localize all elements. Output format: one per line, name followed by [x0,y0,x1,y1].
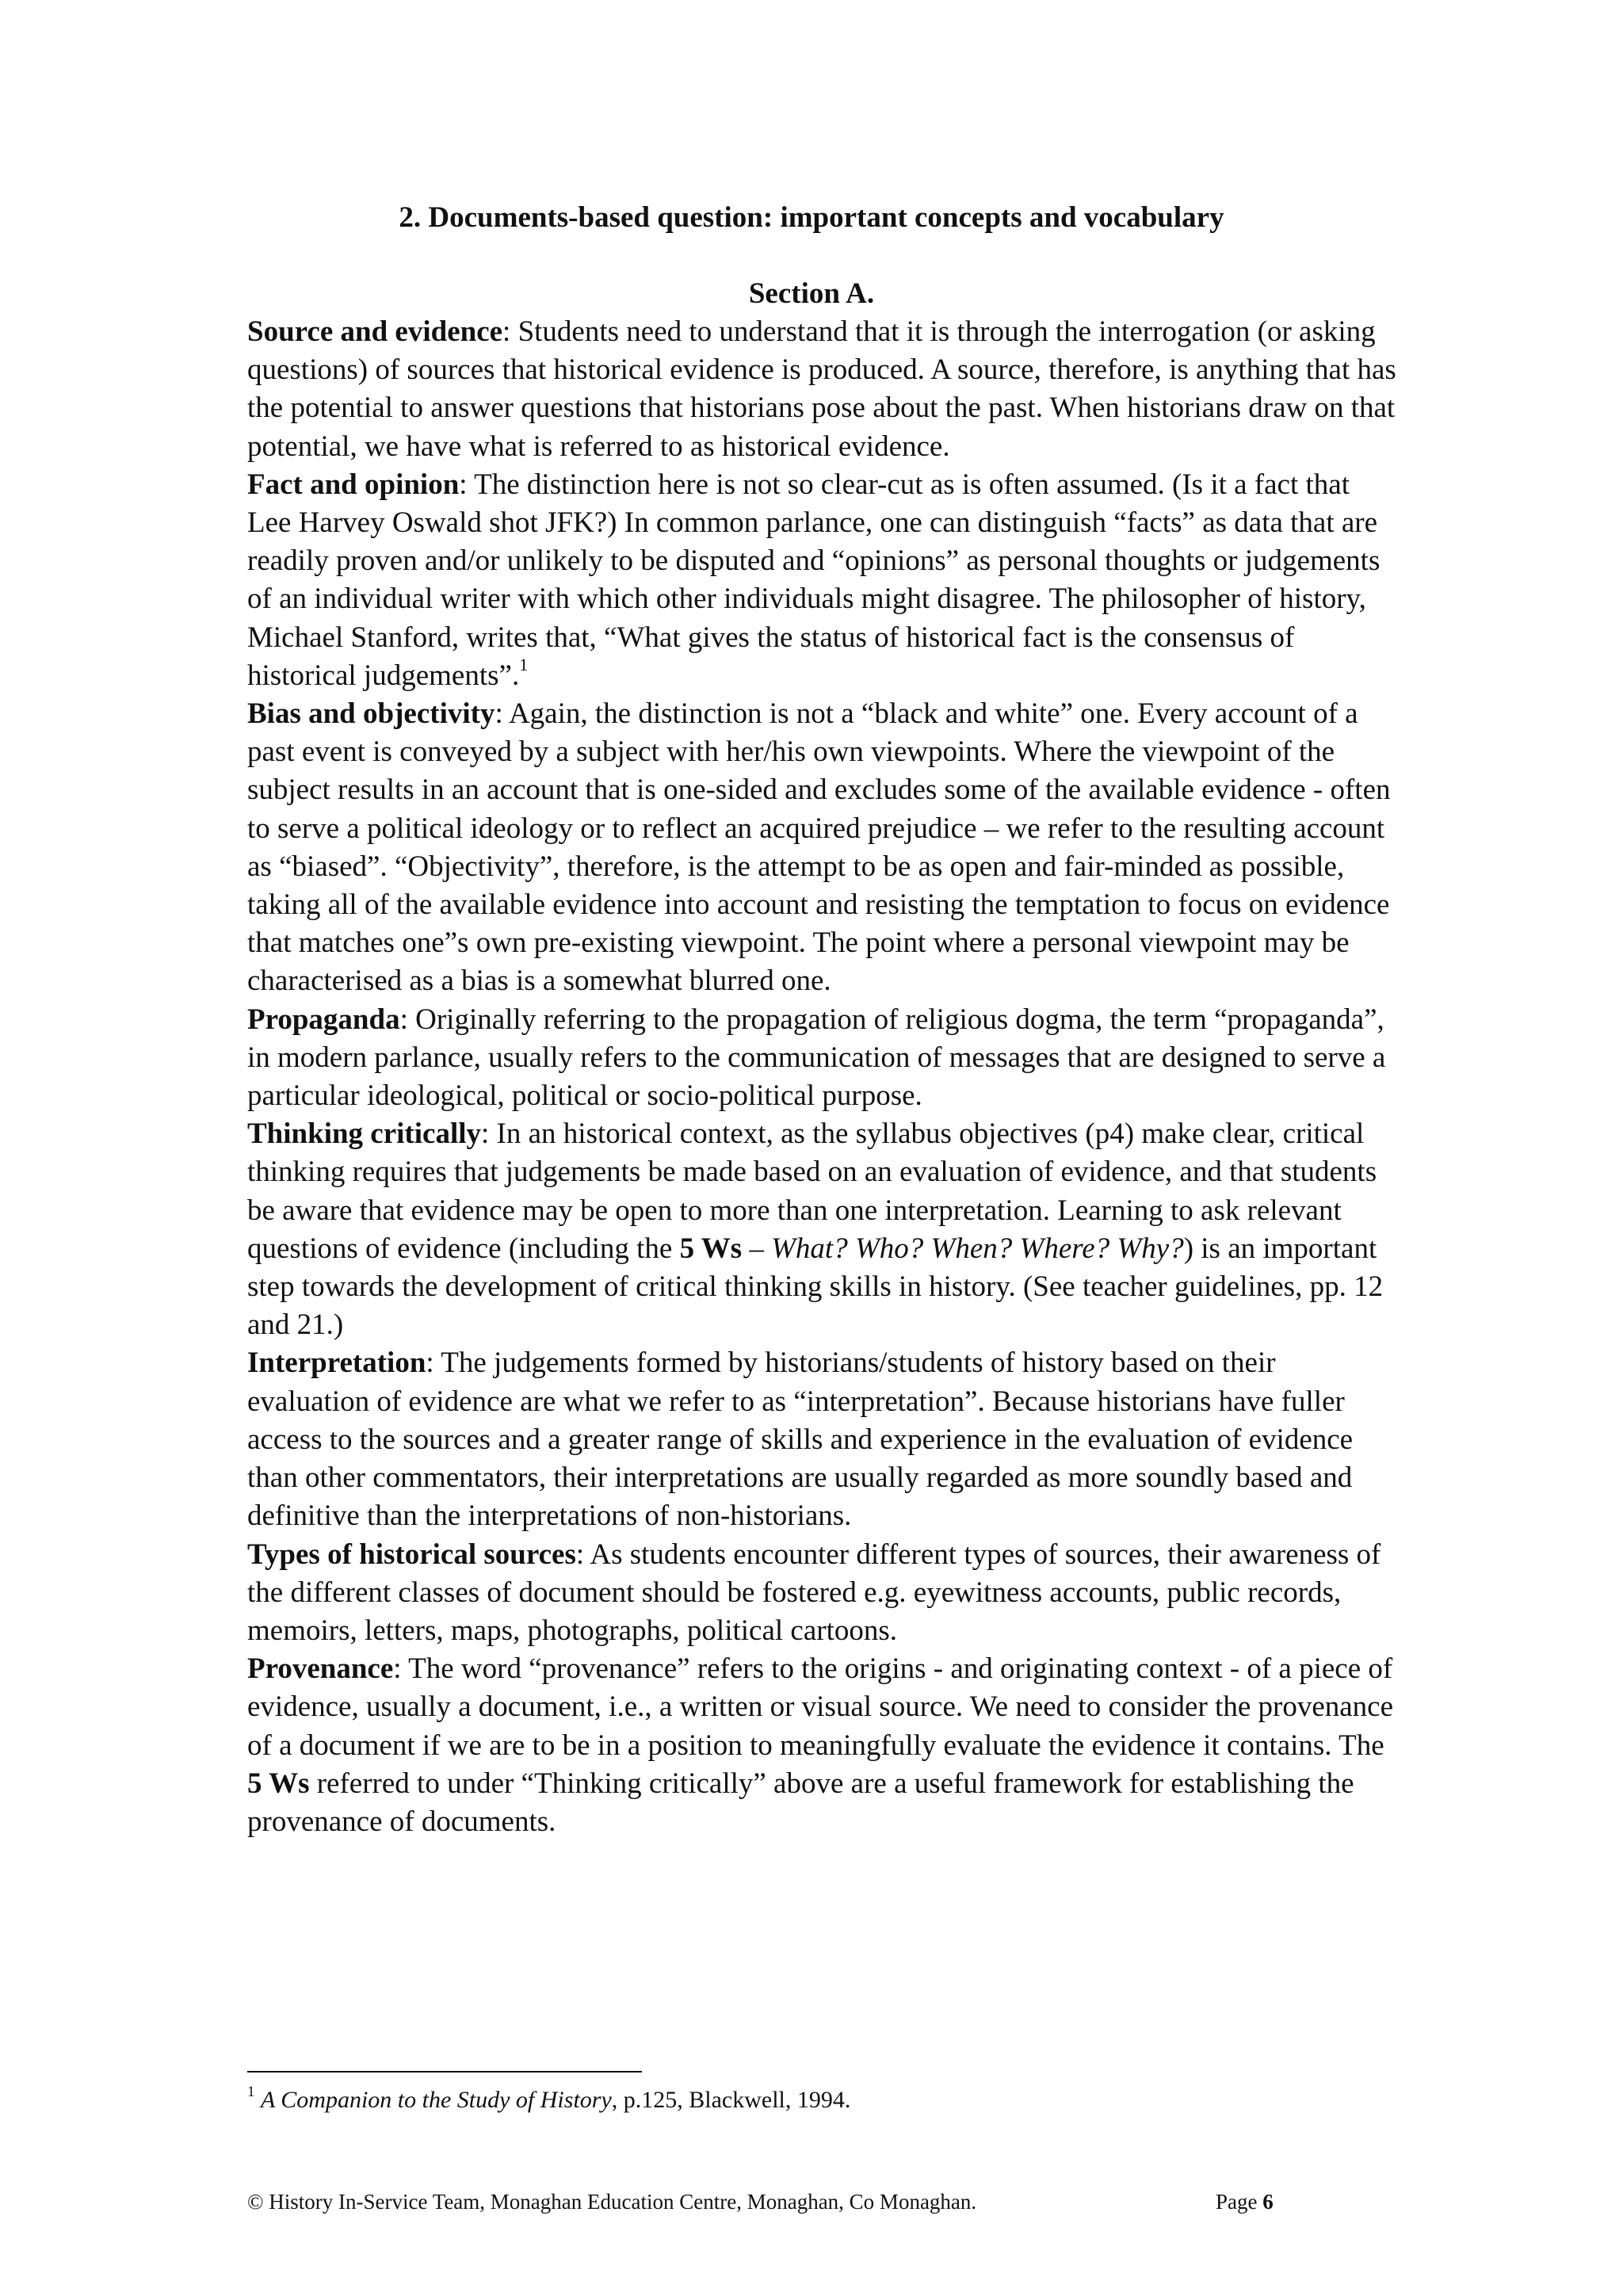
entry-term: Thinking critically [247,1117,482,1151]
footnote-book-title: A Companion to the Study of History [261,2087,612,2113]
entry-text: : The distinction here is not so clear-cut as is often assumed. (Is it a fact that Lee Harvey Oswald shot JFK?) In common parlance, one can distinguish “facts” as data that are readily proven and/or unlikely to be disputed and “opinions” as personal thoughts or judgements of an individual writer with which other individuals might disagree. The philosopher of history, Michael Stanford, writes that, “What gives the status of historical fact is the consensus of historical judgements”. [247,468,1381,692]
entry-term: Bias and objectivity [247,697,495,731]
entry-thinking-critically [247,1115,1396,1344]
entry-term: Source and evidence [247,315,503,348]
entry-text: ) is an important step towards the development of critical thinking skills in history. (See teacher guidelines, pp. 12 and 21.) [247,1232,1384,1342]
entry-provenance [247,1650,1396,1841]
entry-term: Fact and opinion [247,468,460,501]
footnote-citation: , p.125, Blackwell, 1994. [611,2087,851,2113]
footnote-reference[interactable]: 1 [519,654,529,674]
entry-text: – [742,1232,772,1265]
page-title: 2. Documents-based question: important concepts and vocabulary [399,201,1224,234]
footnote-separator [247,2071,642,2073]
entry-text: : As students encounter different types of sources, their awareness of the different classes of document should be fostered e.g. eyewitness accounts, public records, memoirs, letters, maps, photographs, political cartoons. [247,1538,1381,1647]
footnote [247,2084,850,2116]
entry-term: Provenance [247,1652,394,1686]
entry-bold-text: 5 Ws [679,1232,743,1265]
entry-types-of-historical-sources [247,1536,1396,1651]
entry-interpretation [247,1344,1396,1535]
entry-term: Interpretation [247,1347,426,1380]
page-number: 6 [1262,2190,1274,2214]
entry-term: Types of historical sources [247,1538,576,1571]
footer-page-number [1216,2187,1274,2216]
section-heading: Section A. [748,277,875,310]
entry-fact-and-opinion [247,466,1396,695]
entry-term: Propaganda [247,1003,400,1036]
entry-italic-text: What? Who? When? Where? Why? [771,1232,1184,1265]
document-body [247,313,1396,1841]
footer-copyright: © History In-Service Team, Monaghan Education Centre, Monaghan, Co Monaghan. [247,2190,977,2214]
entry-text: : Again, the distinction is not a “black and white” one. Every account of a past event is conveyed by a subject with her/his own viewpoints. Where the viewpoint of the subject results in an account that is one-sided and excludes some of the available evidence - often to serve a political ideology or to reflect an acquired prejudice – we refer to the resulting account as “biased”. “Objectivity”, therefore, is the attempt to be as open and fair-minded as possible, taking all of the available evidence into account and resisting the temptation to focus on evidence that matches one”s own pre-existing viewpoint. The point where a personal viewpoint may be characterised as a bias is a somewhat blurred one. [247,697,1391,998]
entry-text: : Students need to understand that it is through the interrogation (or asking questions) of sources that historical evidence is produced. A source, therefore, is anything that has the potential to answer questions that historians pose about the past. When historians draw on that potential, we have what is referred to as historical evidence. [247,315,1396,463]
entry-source-and-evidence [247,313,1396,466]
entry-text: : The word “provenance” refers to the origins - and originating context - of a piece of evidence, usually a document, i.e., a written or visual source. We need to consider the provenance of a document if we are to be in a position to meaningfully evaluate the evidence it contains. The [247,1652,1394,1762]
entry-text: : The judgements formed by historians/students of history based on their evaluation of evidence are what we refer to as “interpretation”. Because historians have fuller access to the sources and a greater range of skills and experience in the evaluation of evidence than other commentators, their interpretations are usually regarded as more soundly based and definitive than the interpretations of non-historians. [247,1347,1354,1533]
page-label: Page [1216,2190,1263,2214]
entry-text: : In an historical context, as the syllabus objectives (p4) make clear, critical thinking requires that judgements be made based on an evaluation of evidence, and that students be aware that evidence may be open to more than one interpretation. Learning to ask relevant questions of evidence (including the [247,1117,1377,1265]
entry-propaganda [247,1001,1396,1116]
footnote-number: 1 [247,2084,255,2100]
entry-bold-text: 5 Ws [247,1767,310,1800]
entry-text: : Originally referring to the propagation of religious dogma, the term “propaganda”, in modern parlance, usually refers to the communication of messages that are designed to serve a particular ideological, political or socio-political purpose. [247,1003,1386,1113]
entry-bias-and-objectivity [247,695,1396,1001]
entry-text: referred to under “Thinking critically” above are a useful framework for establishing the provenance of documents. [247,1767,1354,1838]
